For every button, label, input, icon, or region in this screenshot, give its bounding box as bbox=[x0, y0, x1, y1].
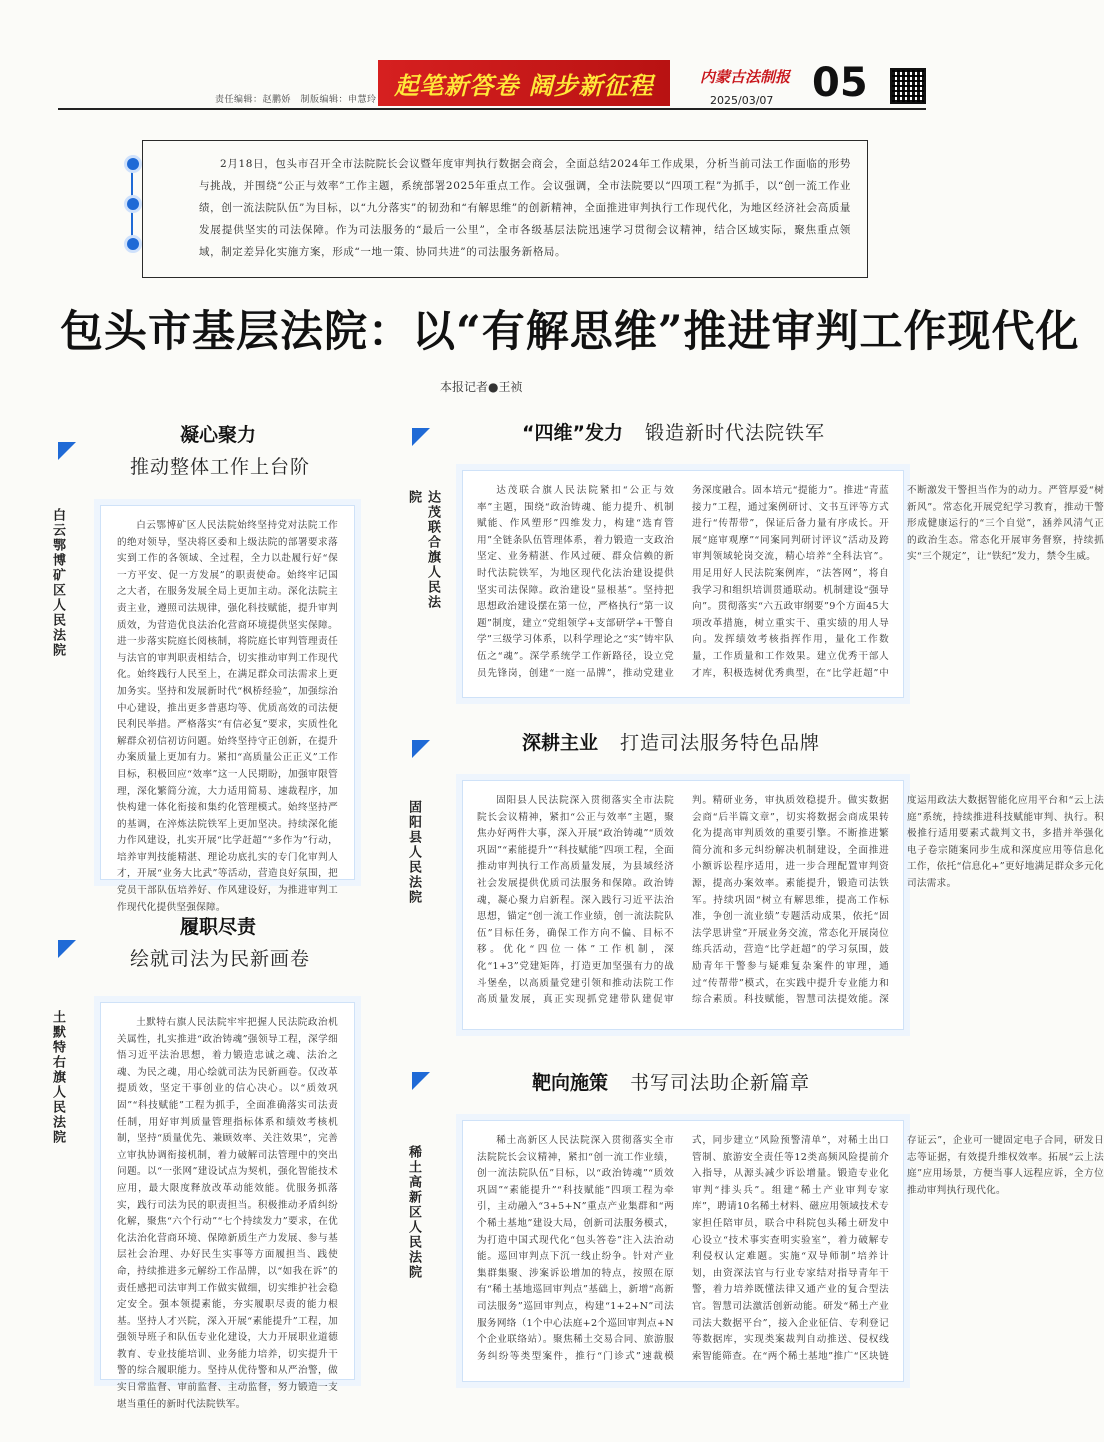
publication-date: 2025/03/07 bbox=[710, 94, 774, 107]
editors-line: 责任编辑：赵鹏娇 制版编辑：申慧玲 bbox=[215, 95, 377, 105]
section1-court-label: 白云鄂博矿区人民法院 bbox=[50, 508, 65, 658]
byline: 本报记者●王祯 bbox=[440, 380, 523, 394]
section5-heading: 靶向施策 书写司法助企新篇章 bbox=[532, 1072, 811, 1094]
section2-court-label: 达茂联合旗人民法院 bbox=[406, 490, 440, 610]
section4-court-label: 土默特右旗人民法院 bbox=[50, 1010, 65, 1145]
section4-keyword: 履职尽责 bbox=[180, 916, 257, 938]
section3-body: 固阳县人民法院深入贯彻落实全市法院院长会议精神，紧扣“公正与效率”主题，聚焦办好两件大事，深入开展“政治铸魂”“质效巩固”“素能提升”“科技赋能”四项工程，全面推动审判执行工作高质量发展，为县域经济社会发展提供优质司法服务和保障。政治铸魂，凝心聚力启新程。深入践行习近平法治思想，锚定“创一流工作业绩，创一流法院队伍”目标任务，确保工作方向不偏、目标不移。优化“四位一体”工作机制，深化“1+3”党建矩阵，打造更加坚强有力的战斗堡垒，以高质量党建引领和推动法院工作高质量发展，真正实现抓党建带队建促审判。精研业务，审执质效稳提升。做实数据会商“后半篇文章”，切实将数据会商成果转化为提高审判质效的重要引擎。不断推进繁简分流和多元纠纷解决机制建设，全面推进小额诉讼程序适用，进一步合理配置审判资源，提高办案效率。素能提升，锻造司法铁军。持续巩固“树立有解思维，提高工作标准，争创一流业绩”专题活动成果，依托“固法学思讲堂”开展业务交流，常态化开展岗位练兵活动，营造“比学赶超”的学习氛围，鼓励青年干警参与疑难复杂案件的审理，通过“传帮带”模式，在实践中提升专业能力和综合素质。科技赋能，智慧司法提效能。深度运用政法大数据智能化应用平台和“云上法庭”系统，持续推进科技赋能审判、执行。积极推行适用要素式裁判文书，多措并举强化电子卷宗随案同步生成和深度应用等信息化工作，依托“信息化+”更好地满足群众多元化司法需求。 bbox=[477, 795, 1104, 1006]
section3-panel bbox=[462, 780, 1104, 1030]
corner-triangle-icon bbox=[412, 428, 430, 446]
section2-heading: “四维”发力 锻造新时代法院铁军 bbox=[522, 422, 825, 444]
section5-court-label: 稀土高新区人民法院 bbox=[406, 1145, 421, 1280]
intro-paragraph: 2月18日，包头市召开全市法院院长会议暨年度审判执行数据会商会，全面总结2024年工作成果，分析当前司法工作面临的形势与挑战，并围绕“公正与效率”工作主题，系统部署2025年重点工作。会议强调，全市法院要以“四项工程”为抓手，以“创一流工作业绩，创一流法院队伍”为目标，以“九分落实”的韧劲和“有解思维”的创新精神，全面推进审判执行工作现代化，为地区经济社会高质量发展提供坚实的司法保障。作为司法服务的“最后一公里”，全市各级基层法院迅速学习贯彻会议精神，结合区域实际，聚焦重点领域，制定差异化实施方案，形成“一地一策、协同共进”的司法服务新格局。 bbox=[142, 140, 868, 278]
newspaper-logo: 内蒙古法制报 bbox=[700, 68, 791, 86]
corner-triangle-icon bbox=[58, 442, 76, 460]
timeline-dot-icon bbox=[124, 155, 142, 173]
section1-body: 白云鄂博矿区人民法院始终坚持党对法院工作的绝对领导，坚决将区委和上级法院的部署要求落实到工作的各领域、全过程，全力以赴履行好“保一方平安、促一方发展”的职责使命。始终牢记国之大者，在服务发展全局上更加主动。深化法院主责主业，遵照司法规律，强化科技赋能，提升审判质效，为营造优良法治化营商环境提供坚实保障。进一步落实院庭长阅核制，将院庭长审判管理责任与法官的审判职责相结合，切实推动审判工作现代化。始终践行人民至上，在满足群众司法需求上更加务实。坚持和发展新时代“枫桥经验”，加强综治中心建设，推出更多普惠均等、优质高效的司法便民利民举措。严格落实“有信必复”要求，实质性化解群众初信初访问题。始终坚持守正创新，在提升办案质量上更加有力。紧扣“高质量公正正义”工作目标，积极回应“效率”这一人民期盼，加强审限管理，深化繁简分流，大力适用简易、速裁程序，加快构建一体化衔接和集约化管理模式。始终坚持严的基调，在淬炼法院铁军上更加坚决。持续深化能力作风建设，扎实开展“比学赶超”“多作为”行动，培养审判技能精湛、理论功底扎实的专门化审判人才，开展“业务大比武”等活动，营造良好氛围，把党员干部队伍培养好、作风建设好，为推进审判工作现代化提供坚强保障。 bbox=[117, 520, 338, 913]
timeline-dot-icon bbox=[124, 195, 142, 213]
section4-subtitle: 绘就司法为民新画卷 bbox=[130, 948, 311, 970]
section4-panel bbox=[100, 1002, 355, 1410]
section2-body: 达茂联合旗人民法院紧扣“公正与效率”主题，围绕“政治铸魂、能力提升、机制赋能、作风塑形”四维发力，构建“选育管用”全链条队伍管理体系，着力锻造一支政治坚定、业务精湛、作风过硬、群众信赖的新时代法院铁军，为地区现代化法治建设提供坚实司法保障。政治建设“显根基”。坚持把思想政治建设摆在第一位，严格执行“第一议题”制度，建立“党组领学+支部研学+干警自学”三级学习体系，以科学理论之“实”铸牢队伍之“魂”。深学系统学工作新路径，设立党员先锋岗，创建“一庭一品牌”，推动党建业务深度融合。固本培元“提能力”。推进“青蓝接力”工程，通过案例研讨、文书互评等方式进行“传帮带”，保证后备力量有序成长。开展“庭审观摩”“同案同判研讨评议”活动及跨审判领域轮岗交流，精心培养“全科法官”。用足用好人民法院案例库，“法答网”，将自我学习和组织培训贯通联动。机制建设“强导向”。贯彻落实“六五政审纲要”9个方面45大项改革措施，树立重实干、重实绩的用人导向。发挥绩效考核指挥作用，量化工作数量，工作质量和工作效果。建立优秀干部人才库，积极选树优秀典型，在“比学赶超”中不断激发干警担当作为的动力。严管厚爱“树新风”。常态化开展党纪学习教育，推动干警形成健康运行的“三个自觉”，涵养风清气正的政治生态。常态化开展审务督察，持续抓实“三个规定”，让“铁纪”发力，禁令生威。 bbox=[477, 485, 1104, 679]
section5-panel bbox=[462, 1120, 1104, 1382]
corner-triangle-icon bbox=[412, 740, 430, 758]
section3-heading: 深耕主业 打造司法服务特色品牌 bbox=[522, 732, 821, 754]
section2-panel bbox=[462, 470, 1104, 698]
corner-triangle-icon bbox=[412, 1072, 430, 1090]
section1-panel bbox=[100, 505, 355, 913]
qr-code-icon bbox=[890, 68, 926, 104]
section1-subtitle: 推动整体工作上台阶 bbox=[130, 456, 311, 478]
section1-keyword: 凝心聚力 bbox=[180, 424, 257, 446]
header-rule bbox=[58, 108, 926, 110]
section4-body: 土默特右旗人民法院牢牢把握人民法院政治机关属性，扎实推进“政治铸魂”强领导工程，深学细悟习近平法治思想，着力锻造忠诚之魂、法治之魂、为民之魂，用心绘就司法为民新画卷。仅改革提质效，坚定干事创业的信心决心。以“质效巩固”“科技赋能”工程为抓手，全面准确落实司法责任制，用好审判质量管理指标体系和绩效考核机制，坚持“质量优先、兼顾效率、关注效果”，完善立审执协调衔接机制，着力破解司法管理中的突出问题。以“一张网”建设试点为契机，强化智能技术应用，最大限度释放改革动能效能。优服务抓落实，践行司法为民的职责担当。积极推动矛盾纠纷化解，聚焦“六个行动”“七个持续发力”要求，在优化法治化营商环境、保障新质生产力发展、参与基层社会治理、办好民生实事等方面履担当、践使命，持续推进多元解纷工作品牌，以“如我在诉”的责任感把司法审判工作做实做细，切实维护社会稳定安全。强本领提素能，夯实履职尽责的能力根基。坚持人才兴院，深入开展“素能提升”工程，加强领导班子和队伍专业化建设，大力开展职业道德教育、专业技能培训、业务能力培养，切实提升干警的综合履职能力。坚持从优待警和从严治警，做实日常监督、审前监督、主动监督，努力锻造一支堪当重任的新时代法院铁军。 bbox=[117, 1017, 338, 1410]
section3-court-label: 固阳县人民法院 bbox=[406, 800, 421, 905]
timeline-dot-icon bbox=[124, 235, 142, 253]
page-title: 包头市基层法院：以“有解思维”推进审判工作现代化 bbox=[60, 307, 1080, 357]
section-banner: 起笔新答卷 阔步新征程 bbox=[378, 60, 670, 106]
corner-triangle-icon bbox=[58, 940, 76, 958]
section5-body: 稀土高新区人民法院深入贯彻落实全市法院院长会议精神，紧扣“创一流工作业绩，创一流法院队伍”目标，以“政治铸魂”“质效巩固”“素能提升”“科技赋能”四项工程为牵引，主动融入“3+5+N”重点产业集群和“两个稀土基地”建设大局，创新司法服务模式，为打造中国式现代化“包头答卷”注入法治动能。巡回审判点下沉一线止纷争。针对产业集群集聚、涉案诉讼增加的特点，按照在原有“稀土基地巡回审判点”基础上，新增“高新司法服务”巡回审判点，构建“1+2+N”司法服务网络（1个中心法庭+2个巡回审判点+N个企业联络站）。聚焦稀土交易合同、旅游服务纠纷等类型案件，推行“门诊式”速裁模式，同步建立“风险预警清单”，对稀土出口管制、旅游安全责任等12类高频风险提前介入指导，从源头减少诉讼增量。锻造专业化审判“排头兵”。组建“稀土产业审判专家库”，聘请10名稀土材料、磁应用领域技术专家担任陪审员，联合中科院包头稀土研发中心设立“技术事实查明实验室”，着力破解专利侵权认定难题。实施“双导师制”培养计划，由资深法官与行业专家结对指导青年干警，着力培养既懂法律又通产业的复合型法官。智慧司法激活创新动能。研发“稀土产业司法大数据平台”，接入企业征信、专利登记等数据库，实现类案裁判自动推送、侵权线索智能筛查。在“两个稀土基地”推广“区块链存证云”，企业可一键固定电子合同，研发日志等证据，有效提升维权效率。拓展“云上法庭”应用场景，方便当事人远程应诉，全方位推动审判执行现代化。 bbox=[477, 1135, 1104, 1362]
page-number: 05 bbox=[812, 60, 868, 106]
